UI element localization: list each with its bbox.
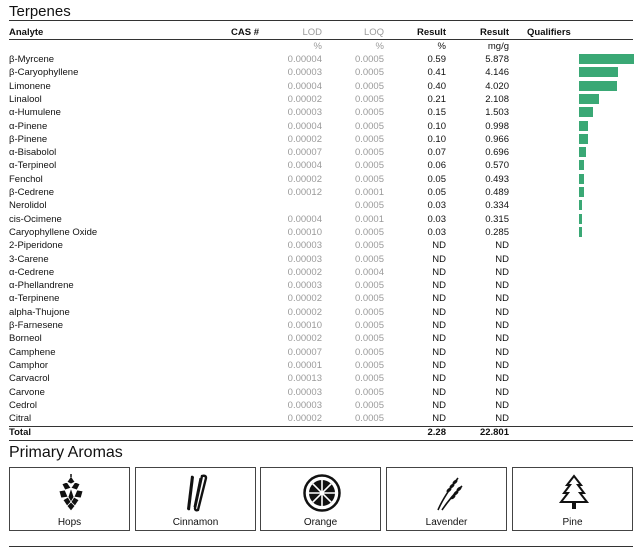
table-row: [0, 386, 640, 399]
analyte-name: α-Cedrene: [9, 266, 55, 278]
table-row: [0, 266, 640, 279]
table-row: [0, 146, 640, 159]
result-mg: 4.146: [485, 67, 509, 79]
lod-value: 0.00003: [287, 67, 322, 79]
analyte-name: α-Terpinene: [9, 293, 60, 305]
table-row: [0, 213, 640, 226]
result-percent: ND: [432, 240, 446, 252]
table-row: [0, 292, 640, 305]
lod-value: 0.00003: [287, 107, 322, 119]
table-row: [0, 359, 640, 372]
result-mg: ND: [495, 399, 509, 411]
header-lod: LOD: [302, 27, 322, 38]
analyte-name: α-Humulene: [9, 107, 61, 119]
result-percent: 0.07: [427, 147, 446, 159]
qualifier-bar: [579, 147, 586, 157]
loq-value: 0.0005: [354, 133, 384, 145]
result-mg: ND: [495, 386, 509, 398]
aroma-label-lavender: Lavender: [425, 517, 468, 528]
title-rule: [9, 20, 633, 21]
lod-value: 0.00007: [287, 147, 322, 159]
aroma-label-hops: Hops: [57, 517, 82, 528]
result-mg: ND: [495, 320, 509, 331]
result-percent: ND: [432, 253, 446, 265]
table-row: [0, 133, 640, 146]
qualifier-bar: [579, 107, 593, 117]
loq-value: 0.0005: [354, 200, 384, 212]
table-row: [0, 186, 640, 199]
result-mg: ND: [495, 346, 509, 358]
qualifier-bar: [579, 214, 582, 224]
table-row: [0, 53, 640, 66]
result-percent: 0.10: [427, 133, 446, 145]
result-mg: ND: [495, 306, 509, 318]
result-percent: ND: [432, 293, 446, 305]
result-mg: 0.998: [485, 120, 509, 132]
lod-value: 0.00002: [287, 173, 322, 185]
result-percent: ND: [432, 306, 446, 318]
loq-value: 0.0005: [354, 306, 384, 318]
table-row: [0, 106, 640, 119]
qualifier-bar: [579, 200, 582, 210]
result-mg: ND: [495, 253, 509, 265]
result-percent: 0.05: [427, 187, 446, 198]
qualifier-bar: [579, 227, 582, 237]
orange-icon: [302, 474, 342, 512]
aroma-label-orange: Orange: [303, 517, 338, 528]
lod-value: 0.00004: [287, 120, 322, 132]
header-analyte: Analyte: [9, 27, 44, 38]
analyte-name: β-Pinene: [9, 133, 48, 145]
result-mg: ND: [495, 240, 509, 252]
total-label: Total: [9, 427, 31, 438]
lod-value: 0.00002: [287, 306, 322, 318]
lod-value: 0.00003: [287, 386, 322, 398]
result-percent: 0.15: [427, 107, 446, 119]
result-percent: 0.03: [427, 200, 446, 212]
result-mg: 0.493: [485, 173, 509, 185]
loq-value: 0.0005: [354, 240, 384, 252]
aroma-card-hops: [9, 467, 130, 531]
aroma-card-lavender: [386, 467, 507, 531]
table-row: [0, 372, 640, 385]
result-percent: ND: [432, 399, 446, 411]
loq-value: 0.0005: [354, 346, 384, 358]
table-row: [0, 346, 640, 359]
unit-loq: %: [375, 41, 384, 52]
loq-value: 0.0005: [354, 107, 384, 119]
units-row: [0, 40, 640, 53]
header-loq: LOQ: [363, 27, 384, 38]
analyte-name: Nerolidol: [9, 200, 47, 212]
result-mg: 0.570: [485, 160, 509, 172]
result-mg: ND: [495, 266, 509, 278]
table-row: [0, 253, 640, 266]
loq-value: 0.0005: [354, 120, 384, 132]
header-result-mg: Result: [479, 27, 509, 38]
total-mg: 22.801: [479, 427, 509, 438]
lod-value: 0.00010: [287, 320, 322, 331]
analyte-name: Linalool: [9, 93, 42, 105]
qualifier-bar: [579, 174, 584, 184]
footer-rule: [9, 546, 633, 547]
analyte-name: Cedrol: [9, 399, 37, 411]
analyte-name: Camphor: [9, 359, 49, 371]
result-mg: ND: [495, 359, 509, 371]
result-mg: 0.696: [485, 147, 509, 159]
table-row: [0, 279, 640, 292]
table-row: [0, 226, 640, 239]
result-mg: ND: [495, 413, 509, 425]
analyte-name: Carvone: [9, 386, 45, 398]
result-mg: 0.315: [485, 213, 509, 225]
lod-value: 0.00002: [287, 293, 322, 305]
loq-value: 0.0005: [354, 80, 384, 92]
analyte-name: α-Phellandrene: [9, 280, 74, 292]
result-percent: 0.03: [427, 226, 446, 238]
total-row: [0, 426, 640, 439]
lavender-icon: [428, 474, 468, 512]
analyte-name: β-Myrcene: [9, 54, 55, 65]
loq-value: 0.0005: [354, 333, 384, 345]
hops-icon: [51, 474, 91, 512]
primary-aromas-title: Primary Aromas: [9, 444, 123, 461]
table-row: [0, 239, 640, 252]
aroma-card-cinnamon: [135, 467, 256, 531]
loq-value: 0.0005: [354, 67, 384, 79]
result-percent: 0.41: [427, 67, 446, 79]
result-percent: 0.10: [427, 120, 446, 132]
analyte-name: β-Cedrene: [9, 187, 55, 198]
header-cas: CAS #: [231, 27, 259, 38]
lod-value: 0.00004: [287, 54, 322, 65]
header-qualifiers: Qualifiers: [527, 27, 571, 38]
table-row: [0, 80, 640, 93]
result-percent: ND: [432, 346, 446, 358]
qualifier-bar: [579, 134, 588, 144]
table-row: [0, 120, 640, 133]
result-mg: 2.108: [485, 93, 509, 105]
aroma-label-cinnamon: Cinnamon: [172, 517, 219, 528]
loq-value: 0.0005: [354, 320, 384, 331]
analyte-name: α-Terpineol: [9, 160, 57, 172]
loq-value: 0.0005: [354, 226, 384, 238]
analyte-name: Fenchol: [9, 173, 43, 185]
table-row: [0, 412, 640, 425]
analyte-name: Limonene: [9, 80, 51, 92]
result-percent: 0.05: [427, 173, 446, 185]
loq-value: 0.0005: [354, 399, 384, 411]
loq-value: 0.0005: [354, 93, 384, 105]
qualifier-bar: [579, 81, 617, 91]
lod-value: 0.00002: [287, 266, 322, 278]
result-percent: ND: [432, 320, 446, 331]
table-row: [0, 159, 640, 172]
cinnamon-icon: [177, 474, 217, 512]
analyte-name: 3-Carene: [9, 253, 49, 265]
aroma-label-pine: Pine: [562, 517, 583, 528]
lod-value: 0.00012: [287, 187, 322, 198]
loq-value: 0.0005: [354, 54, 384, 65]
lod-value: 0.00002: [287, 333, 322, 345]
result-percent: ND: [432, 280, 446, 292]
result-percent: 0.21: [427, 93, 446, 105]
qualifier-bar: [579, 67, 618, 77]
result-percent: 0.59: [427, 54, 446, 65]
result-mg: 1.503: [485, 107, 509, 119]
analyte-name: α-Bisabolol: [9, 147, 57, 159]
result-mg: 0.489: [485, 187, 509, 198]
loq-value: 0.0001: [354, 213, 384, 225]
result-mg: 5.878: [485, 54, 509, 65]
table-bottom-rule: [9, 440, 633, 441]
lod-value: 0.00007: [287, 346, 322, 358]
analyte-name: Caryophyllene Oxide: [9, 226, 98, 238]
analyte-name: β-Farnesene: [9, 320, 64, 331]
loq-value: 0.0005: [354, 359, 384, 371]
analyte-name: α-Pinene: [9, 120, 48, 132]
analyte-name: Camphene: [9, 346, 56, 358]
result-mg: ND: [495, 333, 509, 345]
loq-value: 0.0005: [354, 373, 384, 385]
result-mg: ND: [495, 280, 509, 292]
analyte-name: Carvacrol: [9, 373, 50, 385]
loq-value: 0.0005: [354, 160, 384, 172]
aroma-card-pine: [512, 467, 633, 531]
loq-value: 0.0005: [354, 280, 384, 292]
loq-value: 0.0005: [354, 147, 384, 159]
table-row: [0, 199, 640, 212]
result-percent: 0.06: [427, 160, 446, 172]
result-percent: ND: [432, 373, 446, 385]
table-row: [0, 306, 640, 319]
result-mg: 4.020: [485, 80, 509, 92]
lod-value: 0.00002: [287, 93, 322, 105]
result-percent: ND: [432, 333, 446, 345]
table-header: [0, 26, 640, 39]
qualifier-bar: [579, 160, 584, 170]
loq-value: 0.0005: [354, 173, 384, 185]
aroma-card-orange: [260, 467, 381, 531]
lod-value: 0.00003: [287, 240, 322, 252]
lod-value: 0.00001: [287, 359, 322, 371]
table-row: [0, 173, 640, 186]
result-percent: 0.03: [427, 213, 446, 225]
qualifier-bar: [579, 121, 588, 131]
result-percent: 0.40: [427, 80, 446, 92]
table-row: [0, 319, 640, 332]
unit-result-percent: %: [437, 41, 446, 52]
table-row: [0, 399, 640, 412]
lod-value: 0.00002: [287, 133, 322, 145]
result-percent: ND: [432, 359, 446, 371]
table-row: [0, 66, 640, 79]
unit-result-mg: mg/g: [487, 41, 509, 52]
unit-lod: %: [313, 41, 322, 52]
loq-value: 0.0001: [354, 187, 384, 198]
qualifier-bar: [579, 94, 599, 104]
lod-value: 0.00003: [287, 280, 322, 292]
loq-value: 0.0004: [354, 266, 384, 278]
lod-value: 0.00004: [287, 213, 322, 225]
pine-icon: [554, 474, 594, 512]
result-mg: ND: [495, 373, 509, 385]
result-mg: 0.285: [485, 226, 509, 238]
result-mg: 0.334: [485, 200, 509, 212]
analyte-name: Citral: [9, 413, 32, 425]
terpenes-title: Terpenes: [9, 3, 71, 20]
lod-value: 0.00010: [287, 226, 322, 238]
loq-value: 0.0005: [354, 386, 384, 398]
qualifier-bar: [579, 187, 584, 197]
result-mg: 0.966: [485, 133, 509, 145]
lod-value: 0.00004: [287, 80, 322, 92]
analyte-name: β-Caryophyllene: [9, 67, 79, 79]
analyte-name: alpha-Thujone: [9, 306, 70, 318]
analyte-name: 2-Piperidone: [9, 240, 63, 252]
analyte-name: Borneol: [9, 333, 42, 345]
result-percent: ND: [432, 413, 446, 425]
analyte-name: cis-Ocimene: [9, 213, 62, 225]
loq-value: 0.0005: [354, 413, 384, 425]
total-percent: 2.28: [427, 427, 446, 438]
loq-value: 0.0005: [354, 293, 384, 305]
table-row: [0, 93, 640, 106]
table-row: [0, 332, 640, 345]
loq-value: 0.0005: [354, 253, 384, 265]
result-percent: ND: [432, 386, 446, 398]
result-percent: ND: [432, 266, 446, 278]
lod-value: 0.00003: [287, 253, 322, 265]
result-mg: ND: [495, 293, 509, 305]
qualifier-bar: [579, 54, 634, 64]
lod-value: 0.00013: [287, 373, 322, 385]
lod-value: 0.00002: [287, 413, 322, 425]
lod-value: 0.00004: [287, 160, 322, 172]
lod-value: 0.00003: [287, 399, 322, 411]
header-result-percent: Result: [416, 27, 446, 38]
